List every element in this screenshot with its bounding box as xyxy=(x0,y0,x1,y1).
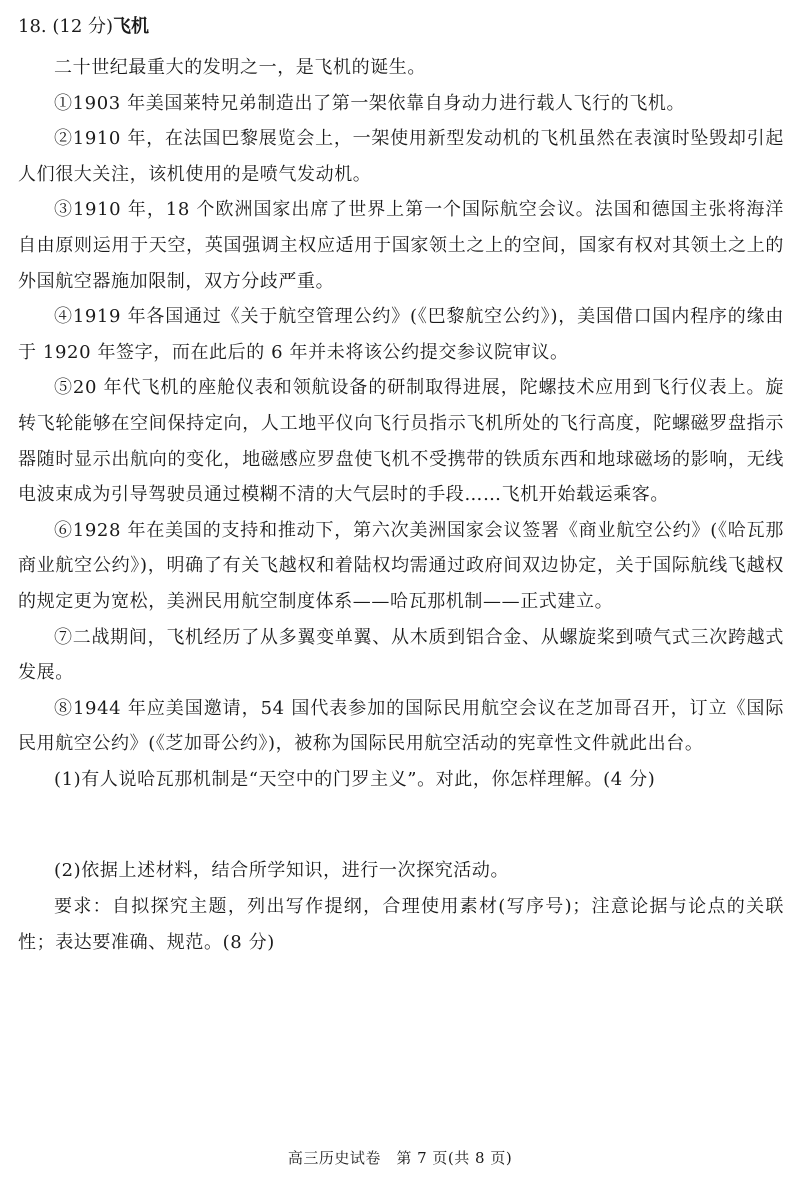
material-3: ③1910 年，18 个欧洲国家出席了世界上第一个国际航空会议。法国和德国主张将海洋自由原则运用于天空，英国强调主权应适用于国家领土之上的空间，国家有权对其领土之上的外国航空器施加限制，双方分歧严重。 xyxy=(18,199,784,292)
material-7: ⑦二战期间，飞机经历了从多翼变单翼、从木质到铝合金、从螺旋桨到喷气式三次跨越式发展。 xyxy=(18,626,784,684)
page-footer: 高三历史试卷 第 7 页(共 8 页) xyxy=(287,1149,513,1167)
material-4: ④1919 年各国通过《关于航空管理公约》(《巴黎航空公约》)，美国借口国内程序的缘由于 1920 年签字，而在此后的 6 年并未将该公约提交参议院审议。 xyxy=(18,306,784,363)
sub-question-1: (1)有人说哈瓦那机制是“天空中的门罗主义”。对此，你怎样理解。(4 分) xyxy=(54,768,656,790)
material-5: ⑤20 年代飞机的座舱仪表和领航设备的研制取得进展，陀螺技术应用到飞行仪表上。旋转飞轮能够在空间保持定向，人工地平仪向飞行员指示飞机所处的飞行高度，陀螺磁罗盘指示器随时显示出航向的变化，地磁感应罗盘使飞机不受携带的铁质东西和地球磁场的影响，无线电波束成为引导驾驶员通过模糊不清的大气层时的手段……飞机开始载运乘客。 xyxy=(18,377,784,506)
answer-space xyxy=(18,797,784,853)
question-body xyxy=(18,50,784,960)
sub-question-2: (2)依据上述材料，结合所学知识，进行一次探究活动。 xyxy=(54,860,510,882)
intro-paragraph: 二十世纪最重大的发明之一，是飞机的诞生。 xyxy=(54,57,426,78)
material-1: ①1903 年美国莱特兄弟制造出了第一架依靠自身动力进行载人飞行的飞机。 xyxy=(54,92,686,114)
question-title: 飞机 xyxy=(113,16,150,37)
material-2: ②1910 年，在法国巴黎展览会上，一架使用新型发动机的飞机虽然在表演时坠毁却引起人们很大关注，该机使用的是喷气发动机。 xyxy=(18,128,784,185)
material-8: ⑧1944 年应美国邀请，54 国代表参加的国际民用航空会议在芝加哥召开，订立《国际民用航空公约》(《芝加哥公约》)，被称为国际民用航空活动的宪章性文件就此出台。 xyxy=(18,697,784,755)
requirement-text: 要求：自拟探究主题，列出写作提纲，合理使用素材(写序号)；注意论据与论点的关联性；表达要准确、规范。(8 分) xyxy=(18,896,784,953)
material-6: ⑥1928 年在美国的支持和推动下，第六次美洲国家会议签署《商业航空公约》(《哈瓦那商业航空公约》)，明确了有关飞越权和着陆权均需通过政府间双边协定，关于国际航线飞越权的规定更为宽松，美洲民用航空制度体系——哈瓦那机制——正式建立。 xyxy=(18,519,784,612)
question-header xyxy=(18,14,149,40)
question-number: 18. (12 分) xyxy=(18,16,114,37)
